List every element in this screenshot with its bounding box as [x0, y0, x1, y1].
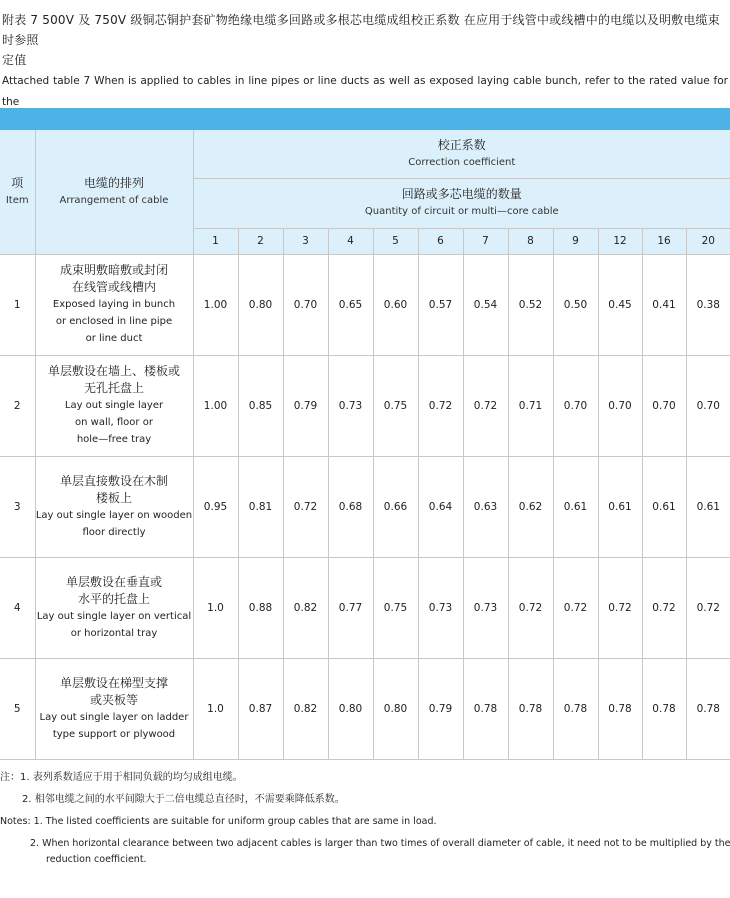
arrangement-en-line: Exposed laying in bunch — [52, 299, 176, 310]
note-en-2b: reduction coefficient. — [46, 854, 147, 865]
arrangement-cn-line: 单层敷设在垂直或 — [65, 574, 162, 589]
coefficient-value: 0.61 — [686, 456, 730, 557]
arrangement-en-line: on wall, floor or — [75, 417, 153, 428]
arrangement-cn-line: 单层敷设在梯型支撑 — [59, 675, 168, 690]
coefficient-value: 0.45 — [598, 254, 642, 355]
arrangement-cn-line: 单层直接敷设在木制 — [59, 473, 168, 488]
coefficient-value: 0.52 — [508, 254, 553, 355]
coefficient-value: 0.72 — [642, 557, 686, 658]
coefficient-value: 0.72 — [553, 557, 598, 658]
count-header-cell: 1 — [193, 228, 238, 254]
coefficient-value: 0.54 — [463, 254, 508, 355]
title-cn-line-1: 附表 7 500V 及 750V 级铜芯铜护套矿物绝缘电缆多回路或多根芯电缆成组校正系数 在应用于线管中或线槽中的电缆以及明敷电缆束时参照 — [2, 13, 720, 47]
quantity-header — [193, 178, 730, 228]
coefficient-value: 0.61 — [598, 456, 642, 557]
coefficient-value: 0.60 — [373, 254, 418, 355]
table-row — [0, 355, 730, 456]
arrangement-en-line: or line duct — [85, 333, 143, 344]
coefficient-value: 0.72 — [598, 557, 642, 658]
arrangement-cell — [35, 355, 193, 456]
coefficient-value: 0.71 — [508, 355, 553, 456]
arrangement-cell — [35, 557, 193, 658]
arrangement-cn-line: 水平的托盘上 — [77, 591, 150, 606]
coefficient-value: 0.79 — [418, 658, 463, 759]
count-header-cell: 2 — [238, 228, 283, 254]
coefficient-value: 0.87 — [238, 658, 283, 759]
coefficient-value: 0.70 — [598, 355, 642, 456]
coefficient-value: 0.85 — [238, 355, 283, 456]
coefficient-value: 0.70 — [283, 254, 328, 355]
arrangement-cn-line: 单层敷设在墙上、楼板或 — [47, 364, 180, 378]
note-en-1: Notes: 1. The listed coefficients are suitable for uniform group cables that are same in load. — [0, 816, 437, 827]
coefficient-value: 0.79 — [283, 355, 328, 456]
coefficient-value: 0.72 — [686, 557, 730, 658]
coefficient-value: 0.72 — [283, 456, 328, 557]
coefficient-value: 0.75 — [373, 355, 418, 456]
arrangement-en-line: Lay out single layer on wooden — [35, 509, 193, 521]
count-header-cell: 20 — [686, 228, 730, 254]
arrangement-en-line: or horizontal tray — [70, 627, 158, 639]
coefficient-value: 0.62 — [508, 456, 553, 557]
arrangement-cn-line: 楼板上 — [95, 490, 132, 505]
coefficient-value: 0.70 — [686, 355, 730, 456]
coefficient-value: 0.63 — [463, 456, 508, 557]
arrangement-en-line: Lay out single layer on vertical — [36, 610, 192, 622]
coefficient-value: 0.50 — [553, 254, 598, 355]
arrangement-header — [35, 130, 193, 254]
item-number: 2 — [0, 355, 35, 456]
coefficient-value: 0.65 — [328, 254, 373, 355]
coefficient-value: 0.68 — [328, 456, 373, 557]
coefficient-value: 0.66 — [373, 456, 418, 557]
coefficient-value: 0.78 — [463, 658, 508, 759]
coefficient-value: 0.64 — [418, 456, 463, 557]
table-row — [0, 658, 730, 759]
note-cn-1: 注：1. 表列系数适应于用于相同负载的均匀成组电缆。 — [0, 772, 243, 783]
coefficient-value: 0.78 — [553, 658, 598, 759]
correction-header-cn: 校正系数 — [437, 137, 486, 152]
coefficient-value: 0.72 — [418, 355, 463, 456]
count-header-cell: 16 — [642, 228, 686, 254]
coefficient-value: 0.80 — [238, 254, 283, 355]
header-band — [0, 108, 730, 130]
arrangement-en-line: or enclosed in line pipe — [55, 316, 173, 327]
quantity-header-en: Quantity of circuit or multi—core cable — [364, 206, 559, 217]
coefficient-value: 0.70 — [642, 355, 686, 456]
coefficient-value: 0.73 — [328, 355, 373, 456]
arrangement-en-line: floor directly — [82, 526, 146, 538]
coefficient-value: 1.0 — [193, 658, 238, 759]
coefficient-value: 0.72 — [463, 355, 508, 456]
coefficient-value: 0.80 — [328, 658, 373, 759]
coefficient-value: 0.78 — [642, 658, 686, 759]
coefficient-value: 0.82 — [283, 658, 328, 759]
coefficient-value: 0.57 — [418, 254, 463, 355]
correction-header — [193, 130, 730, 178]
arrangement-en-line: Lay out single layer on ladder — [39, 711, 189, 723]
arrangement-en-line: hole—free tray — [76, 434, 152, 445]
arrangement-cell — [35, 658, 193, 759]
coefficient-value: 1.00 — [193, 355, 238, 456]
count-header-cell: 9 — [553, 228, 598, 254]
coefficient-value: 0.78 — [686, 658, 730, 759]
count-header-cell: 7 — [463, 228, 508, 254]
arrangement-cn-line: 无孔托盘上 — [83, 381, 144, 395]
title-cn-line-2: 定值 — [2, 53, 27, 67]
arrangement-cn-line: 或夹板等 — [89, 692, 138, 707]
item-header-en: Item — [5, 194, 29, 206]
table-body — [0, 254, 730, 759]
coefficient-value: 0.72 — [508, 557, 553, 658]
correction-table — [0, 130, 730, 760]
count-header-cell: 4 — [328, 228, 373, 254]
coefficient-value: 0.38 — [686, 254, 730, 355]
coefficient-value: 0.73 — [418, 557, 463, 658]
coefficient-value: 0.95 — [193, 456, 238, 557]
table-row — [0, 557, 730, 658]
note-en-2a: 2. When horizontal clearance between two adjacent cables is larger than two times of overall diameter of cable, it need not to be multiplied by the — [30, 838, 730, 849]
count-header-cell: 8 — [508, 228, 553, 254]
count-header-cell: 3 — [283, 228, 328, 254]
coefficient-value: 0.78 — [598, 658, 642, 759]
arrangement-cell — [35, 456, 193, 557]
arrangement-en-line: Lay out single layer — [64, 400, 164, 411]
quantity-header-cn: 回路或多芯电缆的数量 — [401, 187, 522, 201]
count-header-cell: 6 — [418, 228, 463, 254]
item-header — [0, 130, 35, 254]
arrangement-en-line: type support or plywood — [52, 728, 176, 740]
coefficient-value: 0.70 — [553, 355, 598, 456]
coefficient-value: 0.73 — [463, 557, 508, 658]
item-header-cn: 项 — [11, 175, 24, 190]
count-header-cell: 12 — [598, 228, 642, 254]
note-cn-2: 2. 相邻电缆之间的水平间隙大于二倍电缆总直径时，不需要乘降低系数。 — [22, 794, 345, 805]
title-en-line-1: Attached table 7 When is applied to cables in line pipes or line ducts as well as exposed laying cable bunch, refer to the rated value for the — [2, 75, 728, 108]
correction-header-en: Correction coefficient — [408, 156, 516, 168]
item-number: 1 — [0, 254, 35, 355]
coefficient-value: 0.80 — [373, 658, 418, 759]
item-number: 4 — [0, 557, 35, 658]
coefficient-value: 0.88 — [238, 557, 283, 658]
arrangement-cell — [35, 254, 193, 355]
coefficient-value: 0.61 — [642, 456, 686, 557]
coefficient-value: 0.61 — [553, 456, 598, 557]
coefficient-value: 1.0 — [193, 557, 238, 658]
arrangement-header-cn: 电缆的排列 — [83, 175, 144, 190]
coefficient-value: 0.77 — [328, 557, 373, 658]
arrangement-cn-line: 在线管或线槽内 — [71, 280, 156, 294]
coefficient-value: 1.00 — [193, 254, 238, 355]
arrangement-cn-line: 成束明敷暗敷或封闭 — [59, 263, 168, 277]
table-row — [0, 456, 730, 557]
coefficient-value: 0.81 — [238, 456, 283, 557]
table-row — [0, 254, 730, 355]
coefficient-value: 0.75 — [373, 557, 418, 658]
coefficient-value: 0.78 — [508, 658, 553, 759]
arrangement-header-en: Arrangement of cable — [59, 194, 169, 206]
count-header-cell: 5 — [373, 228, 418, 254]
notes — [0, 770, 730, 868]
item-number: 5 — [0, 658, 35, 759]
item-number: 3 — [0, 456, 35, 557]
coefficient-value: 0.82 — [283, 557, 328, 658]
coefficient-value: 0.41 — [642, 254, 686, 355]
